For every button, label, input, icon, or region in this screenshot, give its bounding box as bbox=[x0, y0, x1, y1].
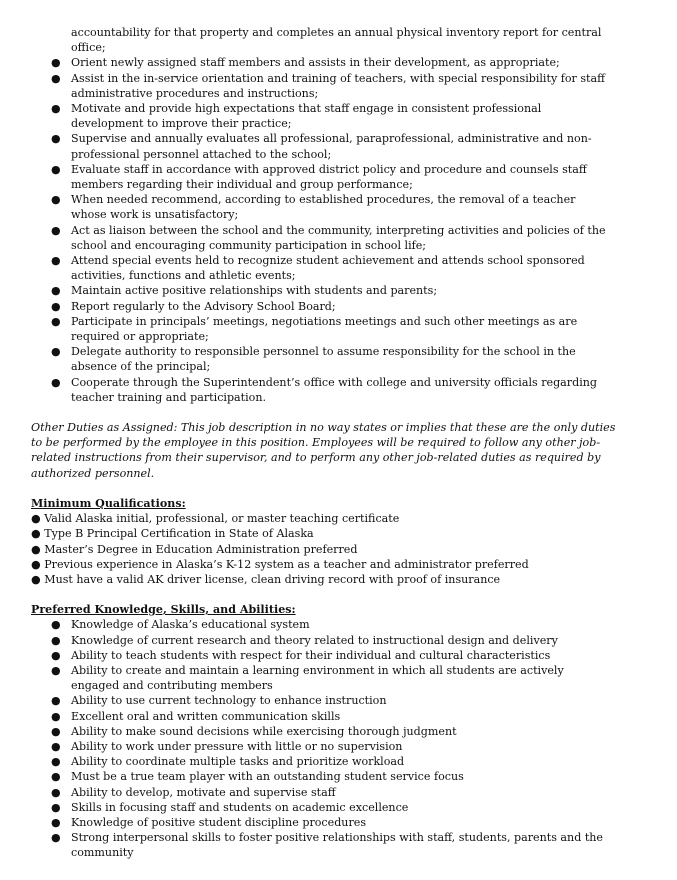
bullet-icon: ● bbox=[51, 709, 61, 723]
list-item: ● Excellent oral and written communication skills bbox=[51, 709, 341, 723]
list-item: ● Evaluate staff in accordance with approved district policy and procedure and counsels staff members regarding their individual and group performance; bbox=[51, 162, 587, 192]
list-item: ● Knowledge of current research and theory related to instructional design and delivery bbox=[51, 633, 558, 647]
list-item: ● Previous experience in Alaska’s K-12 system as a teacher and administrator preferred bbox=[31, 557, 529, 571]
bullet-icon: ● bbox=[51, 831, 61, 845]
duties-list bbox=[0, 55, 677, 405]
list-item: ● Ability to make sound decisions while exercising thorough judgment bbox=[51, 724, 457, 738]
list-item: ● Attend special events held to recognize student achievement and attends school sponsored activities, functions and athletic events; bbox=[51, 254, 585, 283]
list-item: ● Knowledge of Alaska’s educational system bbox=[51, 618, 310, 632]
list-item: ● Motivate and provide high expectations that staff engage in consistent professional development to improve their practice; bbox=[51, 102, 542, 131]
bullet-icon: ● bbox=[51, 785, 61, 799]
list-item: ● Must have a valid AK driver license, clean driving record with proof of insurance bbox=[31, 572, 501, 586]
list-item: ● Orient newly assigned staff members and assists in their development, as appropriate; bbox=[51, 56, 560, 70]
bullet-icon: ● bbox=[51, 633, 61, 647]
bullet-icon: ● bbox=[51, 102, 61, 116]
bullet-icon: ● bbox=[51, 618, 61, 632]
minimum-qualifications-heading: Minimum Qualifications: bbox=[31, 496, 186, 510]
list-item: ● Master’s Degree in Education Administration preferred bbox=[31, 542, 358, 556]
list-item: ● Delegate authority to responsible personnel to assume responsibility for the school in the absence of the principal; bbox=[51, 345, 576, 374]
list-item: ● Type B Principal Certification in State of Alaska bbox=[31, 527, 314, 541]
bullet-icon: ● bbox=[51, 299, 61, 313]
list-item: ● Skills in focusing staff and students on academic excellence bbox=[51, 800, 409, 814]
list-item: ● Ability to teach students with respect for their individual and cultural characteristics bbox=[51, 648, 551, 662]
bullet-icon: ● bbox=[51, 345, 61, 359]
bullet-icon: ● bbox=[51, 724, 61, 738]
list-item: ● Supervise and annually evaluates all professional, paraprofessional, administrative and non-professional personnel attached to the school; bbox=[51, 132, 592, 161]
bullet-icon: ● bbox=[51, 755, 61, 769]
document-page bbox=[0, 25, 677, 861]
list-item: ● Cooperate through the Superintendent’s office with college and university officials regarding teacher training and participation. bbox=[51, 375, 597, 404]
bullet-icon: ● bbox=[51, 223, 61, 237]
preferred-skills-heading: Preferred Knowledge, Skills, and Abilities: bbox=[31, 603, 296, 617]
bullet-icon: ● bbox=[51, 284, 61, 298]
preferred-skills-list bbox=[0, 617, 677, 860]
list-item: ● Ability to create and maintain a learning environment in which all students are actively engaged and contributing members bbox=[51, 663, 564, 693]
list-item: ● Ability to coordinate multiple tasks and prioritize workload bbox=[51, 755, 405, 769]
bullet-icon: ● bbox=[51, 770, 61, 784]
list-item: ● Strong interpersonal skills to foster positive relationships with staff, students, parents and the community bbox=[51, 831, 603, 860]
list-item: ● Ability to use current technology to enhance instruction bbox=[51, 694, 387, 708]
bullet-icon: ● bbox=[51, 162, 61, 176]
bullet-icon: ● bbox=[51, 694, 61, 708]
list-item: ● Report regularly to the Advisory School Board; bbox=[51, 299, 336, 313]
list-item: ● Participate in principals’ meetings, negotiations meetings and such other meetings as are required or appropriate; bbox=[51, 314, 578, 344]
bullet-icon: ● bbox=[51, 193, 61, 207]
minimum-qualifications-list bbox=[31, 511, 677, 587]
bullet-icon: ● bbox=[51, 739, 61, 753]
other-duties-paragraph: Other Duties as Assigned: This job description in no way states or implies that these are the only duties to be performed by the employee in this position. Employees will be required to follow any other job-related instructions from their supervisor, and to perform any other job-related duties as required by authorized personnel. bbox=[31, 421, 616, 480]
bullet-icon: ● bbox=[51, 254, 61, 268]
bullet-icon: ● bbox=[51, 314, 61, 328]
bullet-icon: ● bbox=[51, 815, 61, 829]
list-item: ● Knowledge of positive student discipline procedures bbox=[51, 815, 367, 829]
list-item: ● Maintain active positive relationships with students and parents; bbox=[51, 284, 438, 298]
continuation-text: accountability for that property and completes an annual physical inventory report for central office; bbox=[71, 26, 602, 55]
list-item: ● Valid Alaska initial, professional, or master teaching certificate bbox=[31, 512, 400, 526]
bullet-icon: ● bbox=[51, 71, 61, 85]
bullet-icon: ● bbox=[51, 56, 61, 70]
bullet-icon: ● bbox=[51, 132, 61, 146]
bullet-icon: ● bbox=[51, 648, 61, 662]
list-item: ● When needed recommend, according to established procedures, the removal of a teacher whose work is unsatisfactory; bbox=[51, 193, 576, 222]
bullet-icon: ● bbox=[51, 375, 61, 389]
bullet-icon: ● bbox=[51, 800, 61, 814]
bullet-icon: ● bbox=[51, 663, 61, 677]
list-item: ● Ability to develop, motivate and supervise staff bbox=[51, 785, 336, 799]
list-item: ● Assist in the in-service orientation and training of teachers, with special responsibility for staff administrative procedures and instructions; bbox=[51, 71, 605, 100]
list-item: ● Act as liaison between the school and the community, interpreting activities and policies of the school and encouraging community participation in school life; bbox=[51, 223, 606, 252]
list-item: ● Ability to work under pressure with little or no supervision bbox=[51, 739, 403, 753]
list-item: ● Must be a true team player with an outstanding student service focus bbox=[51, 770, 464, 784]
